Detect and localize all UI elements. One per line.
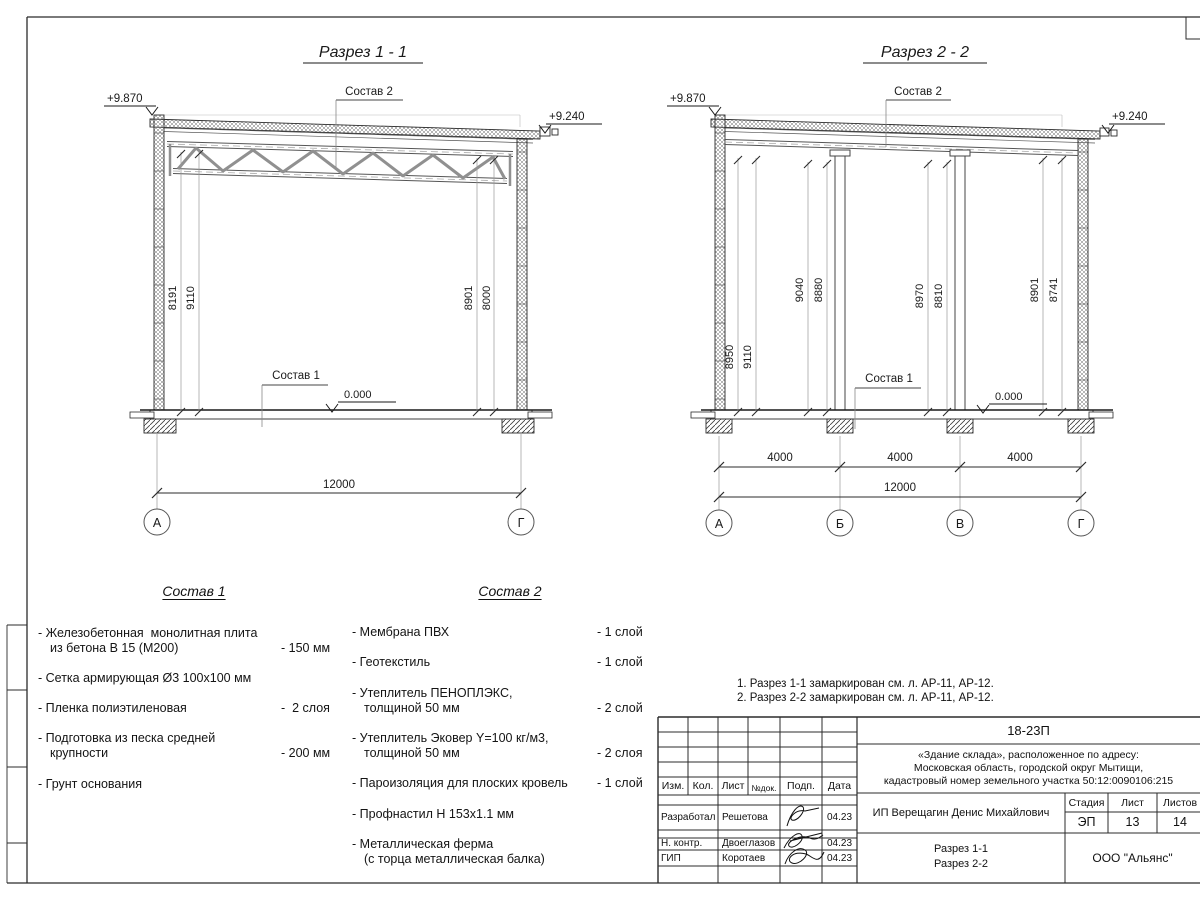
row1-role: Разработал bbox=[661, 812, 716, 823]
sheet-value: 13 bbox=[1125, 815, 1140, 829]
svg-text:В: В bbox=[955, 517, 965, 531]
signature-korotaev bbox=[785, 849, 824, 864]
sostav2-item3-line1: - Утеплитель ПЕНОПЛЭКС, bbox=[352, 686, 513, 700]
object-line2: Московская область, городской округ Мытищи, bbox=[913, 762, 1144, 774]
client: ИП Верещагин Денис Михайлович bbox=[872, 807, 1050, 819]
sostav1-title: Состав 1 bbox=[162, 583, 226, 599]
row1-date: 04.23 bbox=[826, 812, 853, 823]
sostav1-item1-line1: - Железобетонная монолитная плита bbox=[38, 626, 258, 640]
elevation-left-2 bbox=[667, 93, 721, 115]
floor-1 bbox=[130, 410, 552, 433]
dim-8880: 8880 bbox=[813, 277, 825, 303]
col-kol: Кол. bbox=[692, 780, 714, 792]
dim-8000: 8000 bbox=[481, 285, 493, 311]
object-line3: кадастровый номер земельного участка 50:12:0090106:215 bbox=[883, 775, 1174, 787]
dim-8810: 8810 bbox=[933, 283, 945, 309]
sostav2-item1-line1: - Мембрана ПВХ bbox=[352, 625, 450, 639]
doc-number: 18-23П bbox=[1007, 723, 1050, 738]
svg-text:+9.240: +9.240 bbox=[549, 111, 585, 123]
col-list: Лист bbox=[721, 780, 745, 792]
col-izm: Изм. bbox=[661, 780, 685, 792]
sostav2-title: Состав 2 bbox=[478, 583, 542, 599]
dim-8950: 8950 bbox=[724, 344, 736, 370]
level-zero-1 bbox=[326, 389, 396, 412]
svg-text:Состав 2: Состав 2 bbox=[345, 86, 393, 98]
object-line1: «Здание склада», расположенное по адресу: bbox=[918, 749, 1139, 761]
height-dim-lines-1 bbox=[181, 152, 494, 412]
signatures bbox=[784, 806, 824, 864]
svg-text:+9.870: +9.870 bbox=[670, 93, 706, 105]
dim-8901-2: 8901 bbox=[1029, 277, 1041, 303]
axis-bubbles-1 bbox=[144, 509, 534, 535]
row2-date: 04.23 bbox=[826, 838, 853, 849]
sostav1-item4-line2: крупности bbox=[50, 746, 109, 760]
stage-label: Стадия bbox=[1068, 797, 1105, 809]
sostav2-item4-line1: - Утеплитель Эковер Y=100 кг/м3, bbox=[352, 731, 549, 745]
sostav2-item3-value: - 2 слой bbox=[597, 701, 643, 715]
signature-reshetova bbox=[787, 806, 819, 826]
roof-slab-2 bbox=[711, 119, 1100, 139]
sostav2-item3-line2: толщиной 50 мм bbox=[364, 701, 460, 715]
section2-title: Разрез 2 - 2 bbox=[880, 44, 970, 61]
svg-text:А: А bbox=[714, 517, 724, 531]
svg-text:12000: 12000 bbox=[884, 482, 916, 494]
sostav1-item4-line1: - Подготовка из песка средней bbox=[38, 731, 216, 745]
row2-role: Н. контр. bbox=[661, 838, 703, 849]
col-ndok: №док. bbox=[751, 783, 777, 793]
section1-title: Разрез 1 - 1 bbox=[318, 44, 408, 61]
dim-8741: 8741 bbox=[1048, 277, 1060, 303]
span-dims-2 bbox=[714, 436, 1086, 510]
frame-left-strip bbox=[7, 625, 27, 883]
section-2-2-drawing bbox=[667, 44, 1165, 536]
sostav2-item7-line2: (с торца металлическая балка) bbox=[364, 852, 545, 866]
dim-9040: 9040 bbox=[794, 277, 806, 303]
dim-8901: 8901 bbox=[463, 285, 475, 311]
svg-text:4000: 4000 bbox=[1007, 452, 1033, 464]
col-data: Дата bbox=[827, 780, 852, 792]
svg-text:Состав 1: Состав 1 bbox=[272, 370, 320, 382]
svg-text:Г: Г bbox=[1077, 517, 1085, 531]
sostav2-item5-value: - 1 слой bbox=[597, 776, 643, 790]
col-podp: Подп. bbox=[787, 780, 815, 792]
svg-text:4000: 4000 bbox=[887, 452, 913, 464]
svg-text:+9.870: +9.870 bbox=[107, 93, 143, 105]
note-1: 1. Разрез 1-1 замаркирован см. л. АР-11, АР-12. bbox=[737, 678, 994, 690]
stage-value: ЭП bbox=[1077, 815, 1096, 829]
sostav1-item3-line1: - Пленка полиэтиленовая bbox=[38, 701, 187, 715]
sostav2-item6-line1: - Профнастил Н 153x1.1 мм bbox=[352, 807, 515, 821]
row3-role: ГИП bbox=[661, 853, 681, 864]
roof-beam bbox=[725, 140, 1078, 156]
sostav2-item2-value: - 1 слой bbox=[597, 655, 643, 669]
svg-text:12000: 12000 bbox=[323, 479, 355, 491]
sostav1-item1-value: - 150 мм bbox=[281, 641, 331, 655]
row3-name: Коротаев bbox=[722, 853, 766, 864]
note-2: 2. Разрез 2-2 замаркирован см. л. АР-11, АР-12. bbox=[737, 692, 994, 704]
sostav2-item2-line1: - Геотекстиль bbox=[352, 655, 431, 669]
svg-text:А: А bbox=[152, 516, 162, 530]
sostav1-item3-value: - 2 слоя bbox=[281, 701, 330, 715]
svg-text:Состав 2: Состав 2 bbox=[894, 86, 942, 98]
row1-name: Решетова bbox=[722, 812, 768, 823]
dim-8970: 8970 bbox=[914, 283, 926, 309]
dim-9110: 9110 bbox=[185, 286, 197, 310]
sostav1-item5-line1: - Грунт основания bbox=[38, 777, 143, 791]
svg-text:Г: Г bbox=[517, 516, 525, 530]
svg-text:+9.240: +9.240 bbox=[1112, 111, 1148, 123]
svg-text:Б: Б bbox=[835, 517, 845, 531]
dim-9110-2: 9110 bbox=[742, 345, 754, 369]
total-dim-1 bbox=[152, 434, 526, 509]
sheets-label: Листов bbox=[1162, 797, 1198, 809]
sostav2-item7-line1: - Металлическая ферма bbox=[352, 837, 494, 851]
svg-text:Состав 1: Состав 1 bbox=[865, 373, 913, 385]
axis-bubbles-2 bbox=[706, 510, 1094, 536]
sheet-title-line2: Разрез 2-2 bbox=[933, 858, 988, 870]
company: ООО "Альянс" bbox=[1092, 851, 1173, 865]
walls-2 bbox=[715, 115, 1088, 412]
svg-text:4000: 4000 bbox=[767, 452, 793, 464]
sheet-label: Лист bbox=[1121, 797, 1144, 809]
sostav2-item1-value: - 1 слой bbox=[597, 625, 643, 639]
sheets-value: 14 bbox=[1173, 815, 1187, 829]
sostav2-item4-value: - 2 слоя bbox=[597, 746, 643, 760]
truss bbox=[167, 142, 513, 187]
sostav1-item1-line2: из бетона В 15 (М200) bbox=[50, 641, 179, 655]
elevation-left-1 bbox=[104, 93, 158, 115]
row2-name: Двоеглазов bbox=[722, 838, 776, 849]
signature-dvoeglazov bbox=[784, 833, 823, 848]
row3-date: 04.23 bbox=[826, 853, 853, 864]
sostav2-item4-line2: толщиной 50 мм bbox=[364, 746, 460, 760]
sostav1-item4-value: - 200 мм bbox=[281, 746, 331, 760]
section-1-1-drawing bbox=[104, 44, 602, 535]
sostav2-item5-line1: - Пароизоляция для плоских кровель bbox=[352, 776, 568, 790]
roof-slab-1 bbox=[150, 119, 540, 139]
dim-8191: 8191 bbox=[167, 285, 179, 311]
sostav1-item2-line1: - Сетка армирующая Ø3 100x100 мм bbox=[38, 671, 252, 685]
columns bbox=[830, 150, 970, 410]
sheet-title-line1: Разрез 1-1 bbox=[933, 843, 988, 855]
svg-text:0.000: 0.000 bbox=[995, 391, 1023, 403]
sostav1-callout-2 bbox=[855, 373, 921, 429]
svg-text:0.000: 0.000 bbox=[344, 389, 372, 401]
